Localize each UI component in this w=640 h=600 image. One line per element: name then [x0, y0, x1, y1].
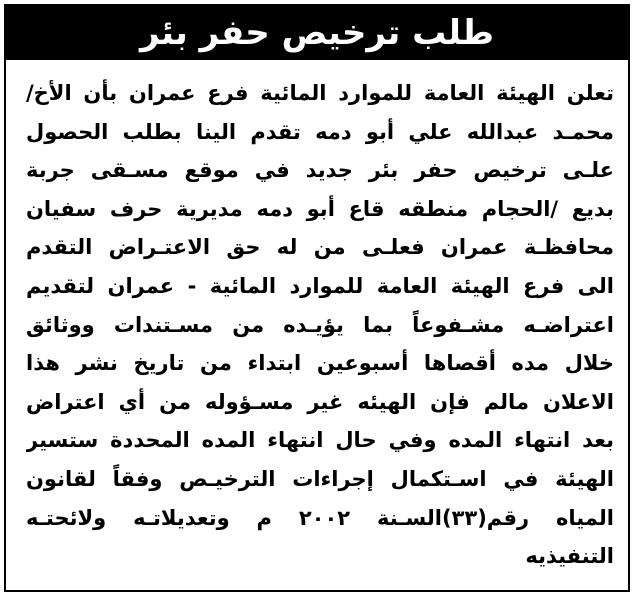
notice-frame	[4, 4, 630, 592]
notice-line: بعد انتهاء المده وفي حال انتهاء المده المحددة ستسير	[26, 428, 614, 453]
notice-line: علـى ترخيص حفر بئر جديد في موقع مسـقى جربة	[26, 158, 614, 183]
notice-line: تعلن الهيئة العامة للموارد المائية فرع عمران بأن الأخ/	[26, 81, 614, 105]
notice-body	[26, 74, 614, 576]
notice-line: محمـد عبدالله علي أبو دمه تقدم الينا بطلب الحصول	[26, 119, 614, 144]
notice-line: الى فرع الهيئة العامة للموارد المائية - عمران لتقديم	[26, 273, 614, 298]
notice-title-bar	[6, 6, 628, 60]
notice-line: الاعلان مالم فإن الهيئه غير مسـؤوله من أي اعتراض	[26, 389, 614, 414]
notice-line: بديع /الحجام منطقه قاع أبو دمه مديرية حرف سفيان	[26, 196, 614, 221]
notice-line: المياه رقم(٣٣)السـنة ٢٠٠٢ م وتعديلاتـه ولائحتـه	[26, 505, 614, 530]
notice-line: خلال مده أقصاها أسبوعين ابتداء من تاريخ نشر هذا	[26, 351, 614, 376]
notice-line: محافظـة عمران فعلـى من له حق الاعتـراض التقدم	[26, 235, 614, 260]
notice-line: التنفيذيه	[525, 544, 614, 569]
notice-title: طلب ترخيص حفر بئر	[139, 13, 494, 53]
notice-line: اعتراضـه مشـفوعاً بما يؤيـده من مسـتندات ووثائق	[26, 312, 614, 337]
notice-line: الهيئة في اسـتكمال إجراءات الترخيـص وفقاً لقانون	[26, 466, 614, 491]
